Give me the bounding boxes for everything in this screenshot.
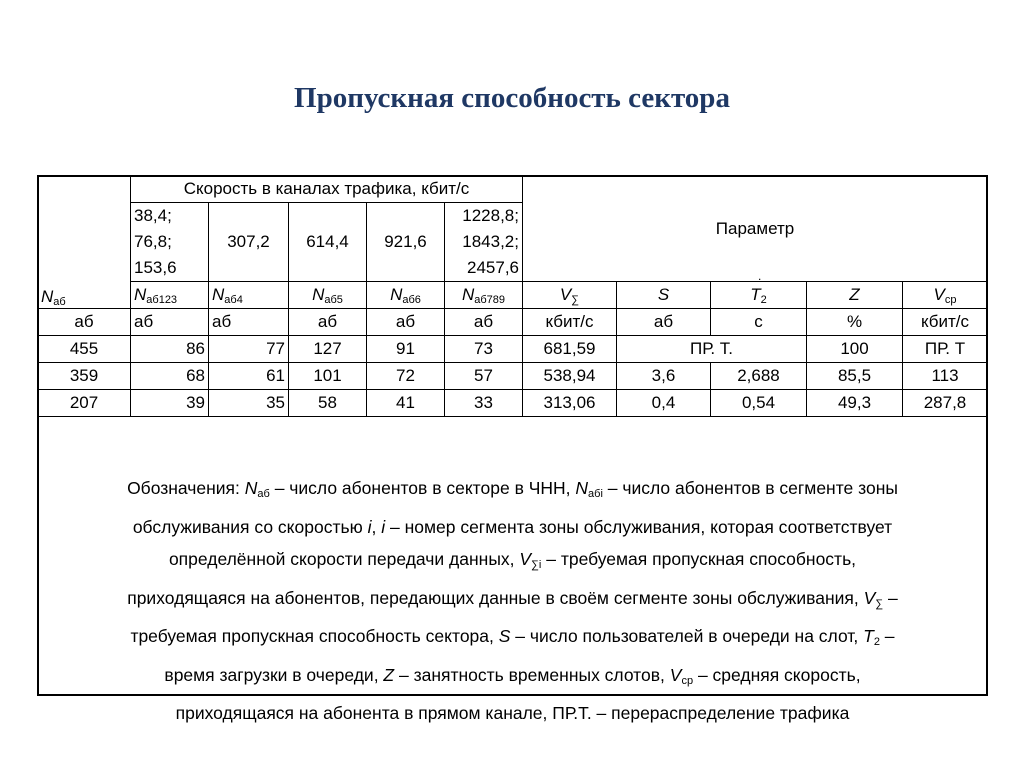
unit-cell: аб (445, 309, 523, 336)
header-s: S (617, 282, 711, 309)
unit-cell: кбит/с (523, 309, 617, 336)
cell-n5: 58 (289, 390, 367, 417)
unit-cell: аб (209, 309, 289, 336)
header-n-ab123: $N_{аб123}$ (131, 282, 209, 309)
cell-n4: 35 (209, 390, 289, 417)
header-v-sigma: $V_\sum$ (523, 282, 617, 309)
legend-notes: Обозначения: $N_{аб}$ – число абонентов в секторе в ЧНН, $N_{абi}$ – число абонентов в сегменте зоны обслуживания со скоростью i, i – номер сегмента зоны обслуживания, которая соответствует определённой скорости передачи данных, $V_{\sum i}$ – требуемая пропускная способность, приходящаяся на абонентов, передающих данные в своём сегменте зоны обслуживания, $V_\sum$ – требуемая пропускная способность сектора, S – число пользователей в очереди на слот, $T_2$ – время загрузки в очереди, Z – занятность временных слотов, $V_{ср}$ – средняя скорость, приходящаяся на абонента в прямом канале, ПР.Т. – перераспределение трафика (127, 478, 898, 723)
cell-n6: 72 (367, 363, 445, 390)
header-n-ab5: $N_{аб5}$ (289, 282, 367, 309)
unit-cell: с (711, 309, 807, 336)
table-row (38, 363, 988, 390)
rate-cell-3: 614,4 (289, 203, 367, 282)
rate-cell-4: 921,6 (367, 203, 445, 282)
unit-cell: % (807, 309, 903, 336)
unit-cell: аб (617, 309, 711, 336)
page-title: Пропускная способность сектора (294, 82, 730, 114)
unit-cell: аб (131, 309, 209, 336)
cell-n: 207 (38, 390, 131, 417)
unit-cell: аб (367, 309, 445, 336)
cell-s: 0,4 (617, 390, 711, 417)
cell-z: 85,5 (807, 363, 903, 390)
param-group-header: Параметр . (523, 176, 988, 282)
cell-n123: 68 (131, 363, 209, 390)
cell-v: 313,06 (523, 390, 617, 417)
header-n-ab6: $N_{аб6}$ (367, 282, 445, 309)
header-n-ab4: $N_{аб4}$ (209, 282, 289, 309)
cell-t2: 0,54 (711, 390, 807, 417)
unit-cell: аб (289, 309, 367, 336)
table-row (38, 336, 988, 363)
cell-n: 455 (38, 336, 131, 363)
header-t2: $T_2$ (711, 282, 807, 309)
cell-n123: 86 (131, 336, 209, 363)
cell-n4: 61 (209, 363, 289, 390)
cell-n: 359 (38, 363, 131, 390)
cell-vcp: 113 (903, 363, 988, 390)
cell-vcp: ПР. Т (903, 336, 988, 363)
cell-n4: 77 (209, 336, 289, 363)
cell-s: 3,6 (617, 363, 711, 390)
cell-n6: 91 (367, 336, 445, 363)
rate-cell-5: 1228,8; 1843,2; 2457,6 (445, 203, 523, 282)
cell-n789: 33 (445, 390, 523, 417)
table-row (38, 390, 988, 417)
speed-group-header: Скорость в каналах трафика, кбит/с (131, 176, 523, 203)
cell-v: 538,94 (523, 363, 617, 390)
header-z: Z (807, 282, 903, 309)
unit-cell: кбит/с (903, 309, 988, 336)
cell-z: 100 (807, 336, 903, 363)
unit-cell: аб (38, 309, 131, 336)
cell-n789: 57 (445, 363, 523, 390)
cell-z: 49,3 (807, 390, 903, 417)
cell-n6: 41 (367, 390, 445, 417)
header-n-ab789: $N_{аб789}$ (445, 282, 523, 309)
cell-n5: 127 (289, 336, 367, 363)
cell-n5: 101 (289, 363, 367, 390)
cell-merged-s-t2: ПР. Т. (617, 336, 807, 363)
header-v-cp: $V_{ср}$ (903, 282, 988, 309)
header-n-ab: $N_{аб}$ (38, 176, 131, 309)
rate-cell-1: 38,4; 76,8; 153,6 (131, 203, 209, 282)
rate-cell-2: 307,2 (209, 203, 289, 282)
cell-vcp: 287,8 (903, 390, 988, 417)
cell-n123: 39 (131, 390, 209, 417)
capacity-table (37, 175, 988, 417)
cell-v: 681,59 (523, 336, 617, 363)
cell-n789: 73 (445, 336, 523, 363)
units-row (38, 309, 988, 336)
cell-t2: 2,688 (711, 363, 807, 390)
